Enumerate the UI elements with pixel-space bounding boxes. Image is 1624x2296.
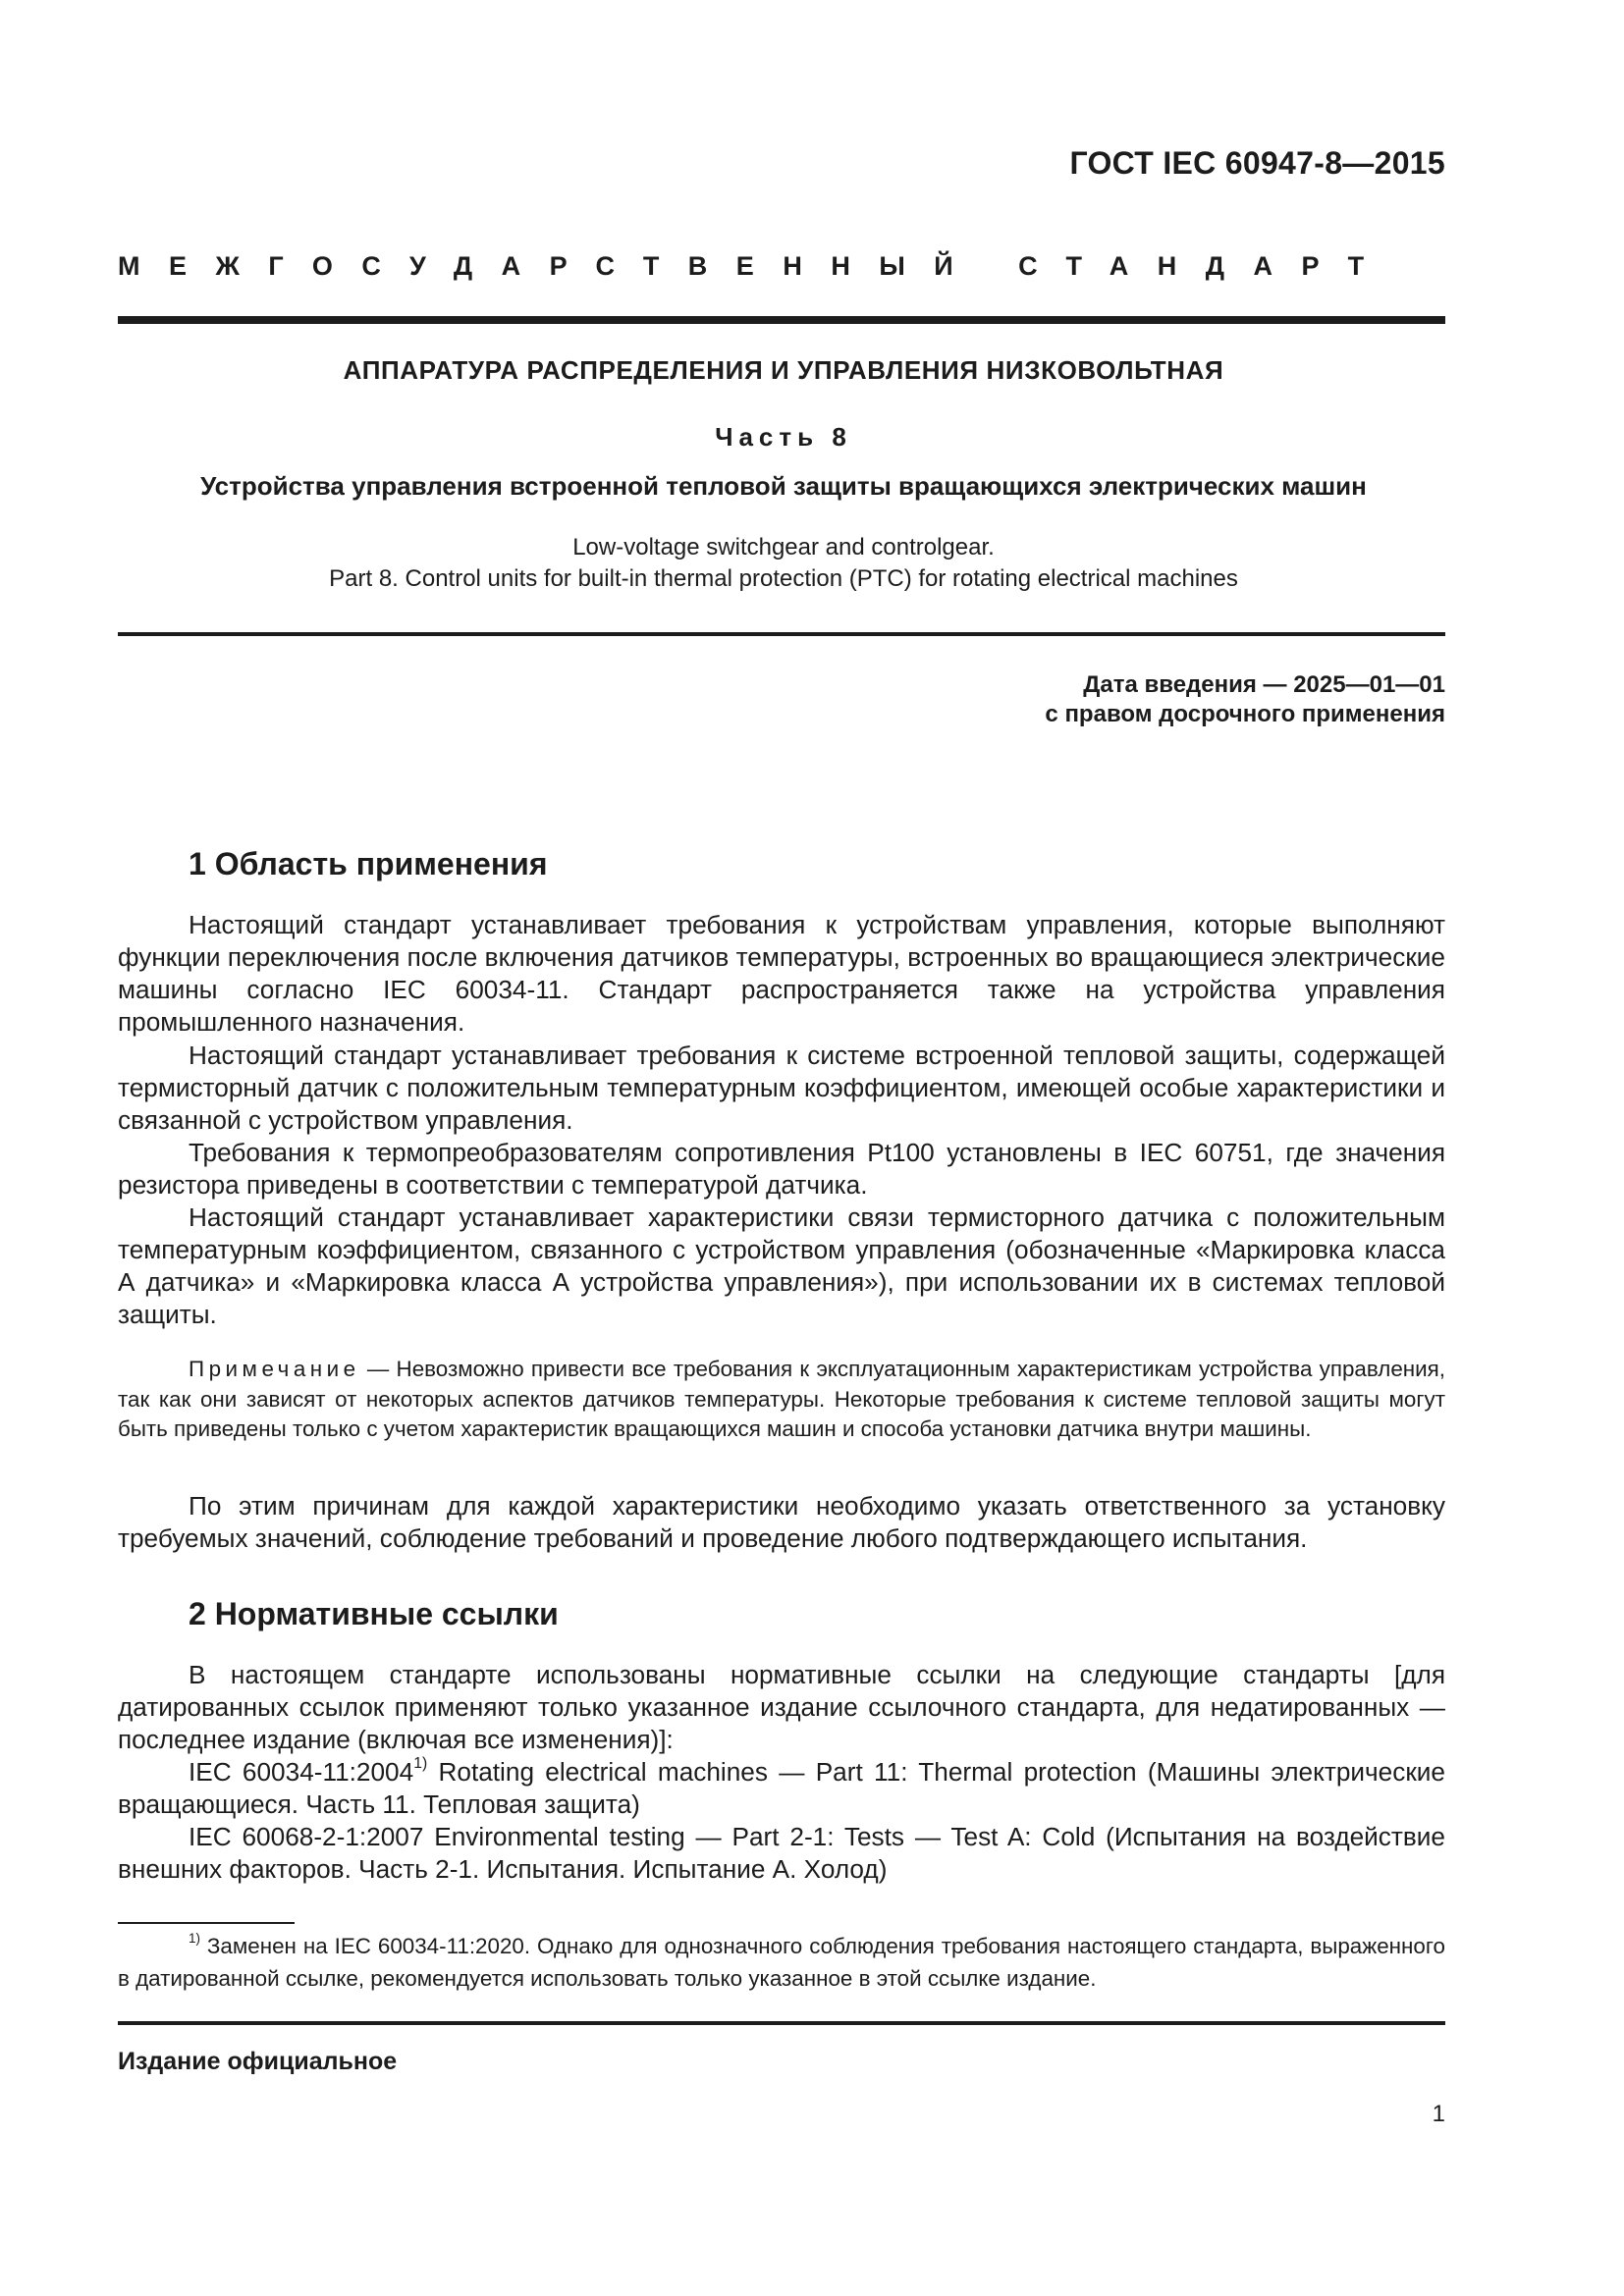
early-application-note: с правом досрочного применения xyxy=(1045,701,1445,727)
footnote-text: Заменен на IEC 60034-11:2020. Однако для однозначного соблюдения требования настоящего стандарта, выраженного в датированной ссылке, рекомендуется использовать только указанное в этой ссылке издание. xyxy=(118,1934,1445,1991)
introduction-date: Дата введения — 2025—01—01 xyxy=(1083,671,1445,698)
section-1-heading: 1 Область применения xyxy=(189,846,548,881)
edition-label: Издание официальное xyxy=(118,2048,398,2075)
reference-2-text: Environmental testing — Part 2-1: Tests — Test A: Cold (Испытания на воздействие внешних факторов. Часть 2-1. Испытания. Испытание А. Холод) xyxy=(118,1822,1445,1884)
section-1-note xyxy=(118,1355,1445,1445)
reference-1-code: IEC 60034-11:2004 xyxy=(189,1757,414,1787)
document-number: ГОСТ IEC 60947-8—2015 xyxy=(1069,145,1445,181)
english-title-line-2: Part 8. Control units for built-in thermal protection (PTC) for rotating electrical machines xyxy=(329,565,1238,592)
section-1-paragraph-2: Настоящий стандарт устанавливает требования к системе встроенной тепловой защиты, содержащей термисторный датчик с положительным температурным коэффициентом, имеющей особые характеристики и связанной с устройством управления. xyxy=(118,1041,1445,1135)
section-2-heading: 2 Нормативные ссылки xyxy=(189,1596,559,1631)
footnote-divider xyxy=(118,1922,295,1924)
section-1-paragraph-5: По этим причинам для каждой характеристики необходимо указать ответственного за установку требуемых значений, соблюдение требований и проведение любого подтверждающего испытания. xyxy=(118,1491,1445,1553)
section-1-paragraph-4: Настоящий стандарт устанавливает характеристики связи термисторного датчика с положительным температурным коэффициентом, связанного с устройством управления (обозначенные «Маркировка класса А датчика» и «Маркировка класса А устройства управления»), при использовании их в системах тепловой защиты. xyxy=(118,1202,1445,1329)
section-2-paragraph-1: В настоящем стандарте использованы нормативные ссылки на следующие стандарты [для датированных ссылок применяют только указанное издание ссылочного стандарта, для недатированных — последнее издание (включая все изменения)]: xyxy=(118,1660,1445,1754)
footnote-ref-marker[interactable]: 1) xyxy=(413,1755,428,1773)
note-label: Примечание xyxy=(189,1357,360,1381)
standard-type-banner: МЕЖГОСУДАРСТВЕННЫЙ СТАНДАРТ xyxy=(118,251,1393,281)
section-1-paragraph-3: Требования к термопреобразователям сопротивления Pt100 установлены в IEC 60751, где значения резистора приведены в соответствии с температурой датчика. xyxy=(118,1138,1445,1200)
part-label: Часть 8 xyxy=(715,422,852,452)
document-title: АППАРАТУРА РАСПРЕДЕЛЕНИЯ И УПРАВЛЕНИЯ НИЗКОВОЛЬТНАЯ xyxy=(343,355,1224,385)
title-divider xyxy=(118,632,1445,636)
header-divider xyxy=(118,316,1445,324)
reference-1-text: Rotating electrical machines — Part 11: Thermal protection (Машины электрические вращающиеся. Часть 11. Тепловая защита) xyxy=(118,1757,1445,1819)
note-text: — Невозможно привести все требования к эксплуатационным характеристикам устройства управления, так как они зависят от некоторых аспектов датчиков температуры. Некоторые требования к системе тепловой защиты могут быть приведены только с учетом характеристик вращающихся машин и способа установки датчика внутри машины. xyxy=(118,1357,1445,1441)
document-subtitle: Устройства управления встроенной тепловой защиты вращающихся электрических машин xyxy=(200,471,1367,501)
normative-reference-1 xyxy=(118,1756,1445,1821)
section-1-paragraph-1: Настоящий стандарт устанавливает требования к устройствам управления, которые выполняют функции переключения после включения датчиков температуры, встроенных во вращающиеся электрические машины согласно IEC 60034-11. Стандарт распространяется также на устройства управления промышленного назначения. xyxy=(118,910,1445,1037)
page-number: 1 xyxy=(1432,2101,1445,2127)
english-title-line-1: Low-voltage switchgear and controlgear. xyxy=(572,534,995,561)
footer-divider xyxy=(118,2021,1445,2025)
footnote-marker: 1) xyxy=(189,1930,200,1946)
footnote xyxy=(118,1930,1445,1995)
normative-reference-2 xyxy=(118,1821,1445,1886)
reference-2-code: IEC 60068-2-1:2007 xyxy=(189,1822,424,1851)
